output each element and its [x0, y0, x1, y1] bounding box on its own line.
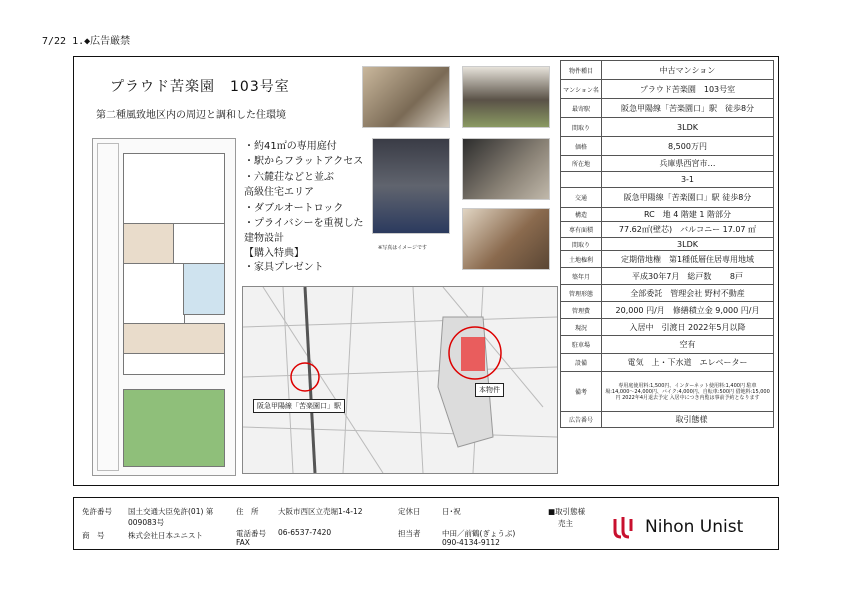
plan-room [123, 353, 225, 375]
address-label: 住 所 [236, 507, 259, 516]
table-row: 駐車場 空有 [561, 336, 774, 354]
company-name: 株式会社日本ユニスト [128, 531, 203, 540]
table-row: 広告番号 取引態様 [561, 412, 774, 428]
fax-label: FAX [236, 538, 250, 547]
table-row: 所在地 兵庫県西宮市… [561, 156, 774, 172]
holiday: 日･祝 [442, 507, 461, 516]
company-logo-icon [611, 515, 639, 539]
trade-type: 売主 [558, 519, 573, 528]
table-row: 構造 RC 地 4 階建 1 階部分 [561, 208, 774, 222]
table-row: 間取り 3LDK [561, 238, 774, 251]
garden-photo [462, 66, 550, 128]
bathroom-photo [372, 138, 450, 234]
plan-room [123, 153, 225, 225]
table-row: 備考 専用庭使用料:1,500円、インターネット使用料:1,400円 駐車場:14,000〜24,000円、バイク:4,000円、自転車:500円 借地料:15,000円 2022年4月退去予定 入居中につき内覧は事前予約となります [561, 372, 774, 412]
table-row: 交通 阪急甲陽線「苦楽園口」駅 徒歩8分 [561, 188, 774, 208]
table-row: 間取り 3LDK [561, 118, 774, 137]
feature-item: 高級住宅エリア [244, 187, 314, 199]
holiday-label: 定休日 [398, 507, 421, 516]
floor-plan [92, 138, 236, 476]
spec-table [560, 60, 774, 428]
table-row: 現況 入居中 引渡日 2022年5月以降 [561, 319, 774, 336]
area-map [242, 286, 558, 474]
plan-room [123, 323, 225, 355]
photo-note: ※写真はイメージです [378, 245, 428, 251]
table-row: マンション名 プラウド苦楽園 103号室 [561, 80, 774, 99]
feature-item: ・プライバシーを重視した [244, 218, 364, 230]
staff-phone: 090-4134-9112 [442, 538, 500, 547]
feature-item: ・ダブルオートロック [244, 202, 344, 214]
table-row: 土地権利 定期借地権 第1種低層住居専用地域 [561, 251, 774, 268]
feature-item: ・駅からフラットアクセス [244, 156, 364, 168]
table-row: 専有面積 77.62㎡(壁芯) バルコニー 17.07 ㎡ [561, 222, 774, 238]
phone-number: 06-6537-7420 [278, 528, 332, 537]
living-room-photo [362, 66, 450, 128]
private-garden [123, 389, 225, 467]
plan-room [123, 223, 175, 265]
feature-item: 建物設計 [244, 233, 284, 245]
table-row: 物件種目 中古マンション [561, 61, 774, 80]
purchase-bonus [244, 247, 324, 275]
company-logo [611, 515, 743, 539]
map-roads [243, 287, 557, 473]
company-label: 商 号 [82, 531, 105, 540]
feature-item: ・約41㎡の専用庭付 [244, 141, 337, 152]
property-subtitle: 第二種風致地区内の周辺と調和した住環境 [96, 110, 286, 121]
bonus-heading: 【購入特典】 [244, 248, 304, 259]
plan-outline [97, 143, 119, 471]
address: 大阪市西区立売堀1-4-12 [278, 507, 363, 516]
staff-name: 中田／前鶴(ぎょうぶ) [442, 529, 516, 538]
feature-item: ・六麓荘などと並ぶ [244, 171, 334, 183]
plan-room [183, 263, 225, 315]
page-header: 7/22 1.◆広告厳禁 [42, 36, 131, 47]
property-map-label: 本物件 [475, 383, 504, 397]
kitchen-photo [462, 138, 550, 200]
license-number: 国土交通大臣免許(01) 第009083号 [128, 507, 214, 527]
logo-text: Nihon Unist [645, 517, 744, 537]
table-row: 管理形態 全部委託 管理会社 野村不動産 [561, 285, 774, 302]
table-row: 築年月 平成30年7月 総戸数 8戸 [561, 268, 774, 285]
table-row: 最寄駅 阪急甲陽線「苦楽園口」駅 徒歩8分 [561, 99, 774, 118]
dining-photo [462, 208, 550, 270]
station-label: 阪急甲陽線「苦楽園口」駅 [253, 399, 345, 413]
trade-label: ■取引態様 [548, 507, 586, 516]
bonus-item: ・家具プレゼント [244, 262, 324, 273]
plan-room [173, 223, 225, 265]
table-row: 価格 8,500万円 [561, 137, 774, 156]
table-row: 3-1 [561, 172, 774, 188]
plan-room [123, 263, 185, 325]
table-row: 管理費 20,000 円/月 修繕積立金 9,000 円/月 [561, 302, 774, 319]
staff-label: 担当者 [398, 529, 421, 538]
feature-list [244, 139, 364, 247]
table-row: 設備 電気 上・下水道 エレベーター [561, 354, 774, 372]
phone-label: 電話番号 [236, 529, 266, 538]
license-label: 免許番号 [82, 507, 112, 516]
property-title: プラウド苦楽園 103号室 [110, 79, 290, 95]
